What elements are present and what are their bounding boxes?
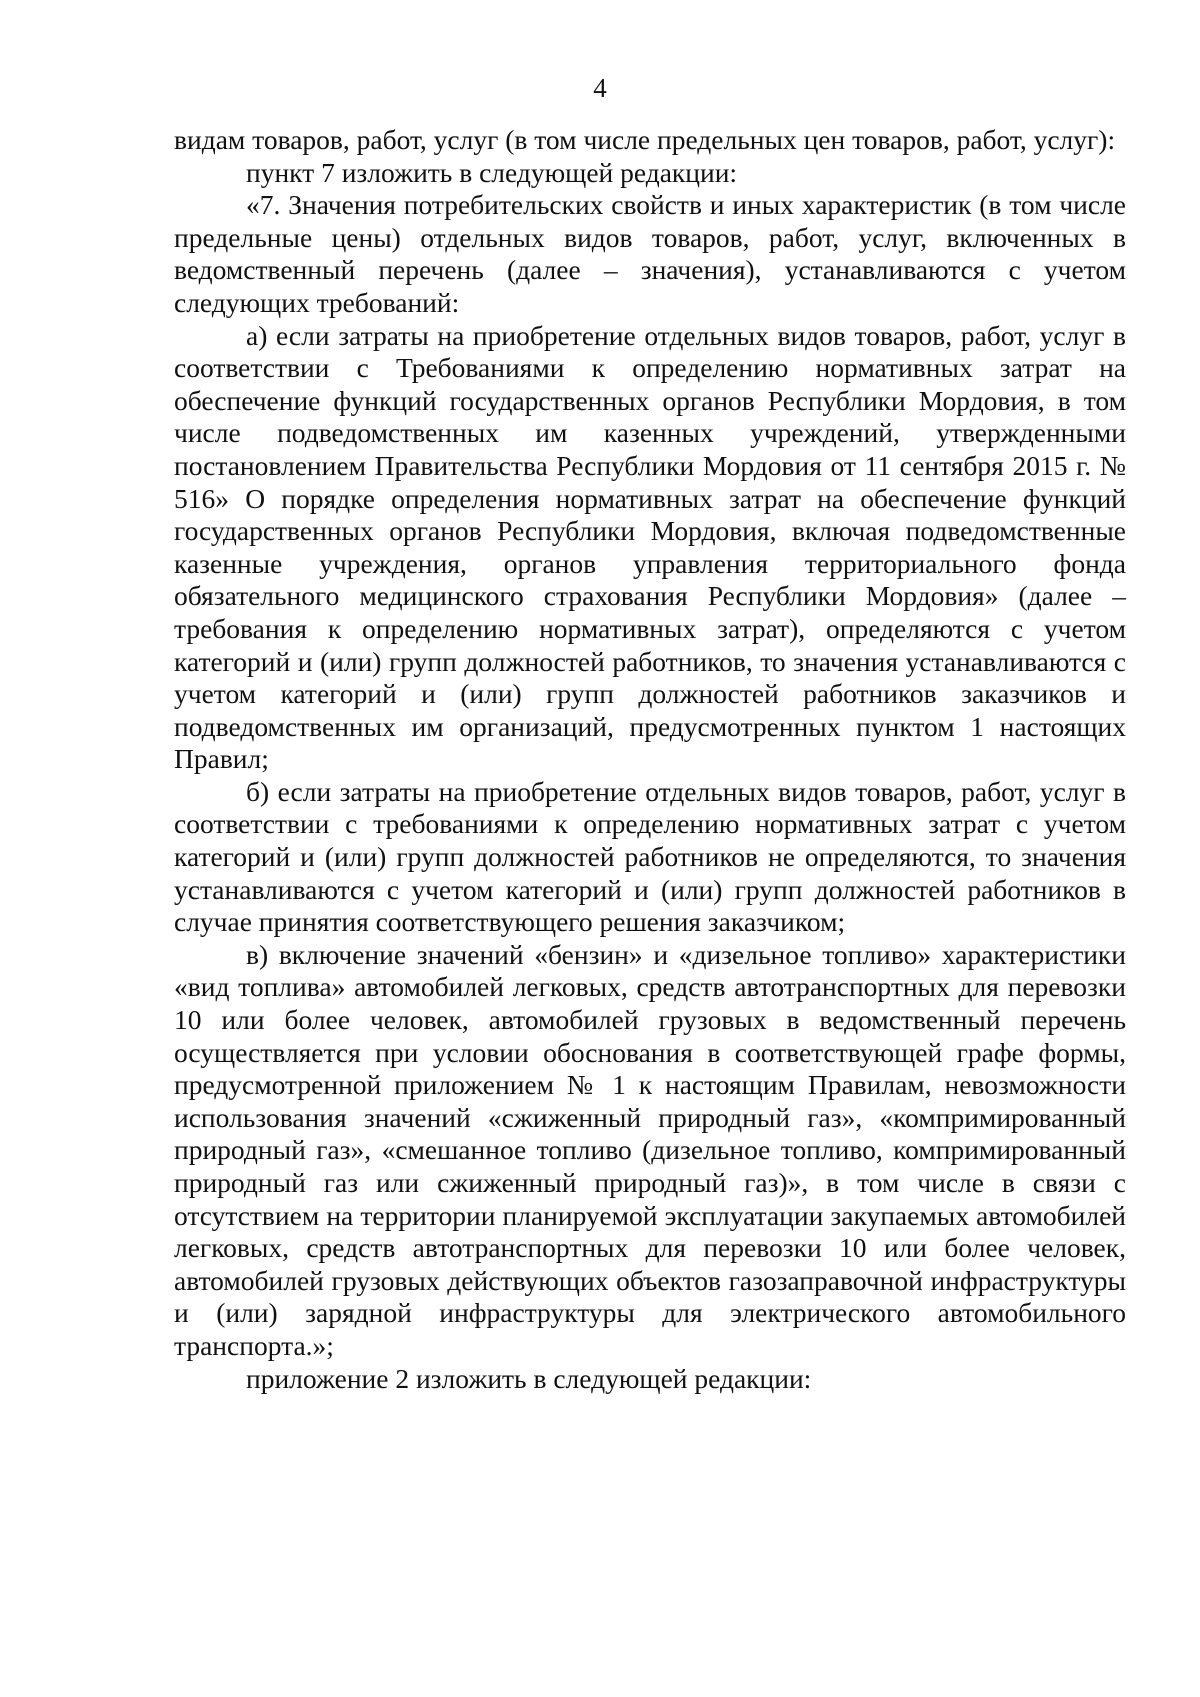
document-body <box>174 124 1126 1395</box>
paragraph-subpoint-a: а) если затраты на приобретение отдельных видов товаров, работ, услуг в соответствии с Требованиями к определению нормативных затрат на обеспечение функций государственных органов Республики Мордовия, в том числе подведомственных им казенных учреждений, утвержденными постановлением Правительства Республики Мордовия от 11 сентября 2015 г. № 516» О порядке определения нормативных затрат на обеспечение функций государственных органов Республики Мордовия, включая подведомственные казенные учреждения, органов управления территориального фонда обязательного медицинского страхования Республики Мордовия» (далее – требования к определению нормативных затрат), определяются с учетом категорий и (или) групп должностей работников, то значения устанавливаются с учетом категорий и (или) групп должностей работников заказчиков и подведомственных им организаций, предусмотренных пунктом 1 настоящих Правил; <box>174 319 1126 775</box>
paragraph-appendix-2-instruction: приложение 2 изложить в следующей редакции: <box>246 1362 812 1394</box>
page-number: 4 <box>593 73 607 103</box>
paragraph-point-7-instruction: пункт 7 изложить в следующей редакции: <box>246 156 738 188</box>
paragraph-subpoint-b: б) если затраты на приобретение отдельных видов товаров, работ, услуг в соответствии с требованиями к определению нормативных затрат с учетом категорий и (или) групп должностей работников не определяются, то значения устанавливаются с учетом категорий и (или) групп должностей работников в случае принятия соответствующего решения заказчиком; <box>174 775 1126 938</box>
paragraph-subpoint-v: в) включение значений «бензин» и «дизельное топливо» характеристики «вид топлива» автомобилей легковых, средств автотранспортных для перевозки 10 или более человек, автомобилей грузовых в ведомственный перечень осуществляется при условии обоснования в соответствующей графе формы, предусмотренной приложением № 1 к настоящим Правилам, невозможности использования значений «сжиженный природный газ», «компримированный природный газ», «смешанное топливо (дизельное топливо, компримированный природный газ или сжиженный природный газ)», в том числе в связи с отсутствием на территории планируемой эксплуатации закупаемых автомобилей легковых, средств автотранспортных для перевозки 10 или более человек, автомобилей грузовых действующих объектов газозаправочной инфраструктуры и (или) зарядной инфраструктуры для электрического автомобильного транспорта.»; <box>174 938 1126 1361</box>
paragraph-point-7-text: «7. Значения потребительских свойств и иных характеристик (в том числе предельные цены) отдельных видов товаров, работ, услуг, включенных в ведомственный перечень (далее – значения), устанавливаются с учетом следующих требований: <box>174 189 1126 318</box>
paragraph-continuation: видам товаров, работ, услуг (в том числе предельных цен товаров, работ, услуг): <box>174 124 1116 155</box>
